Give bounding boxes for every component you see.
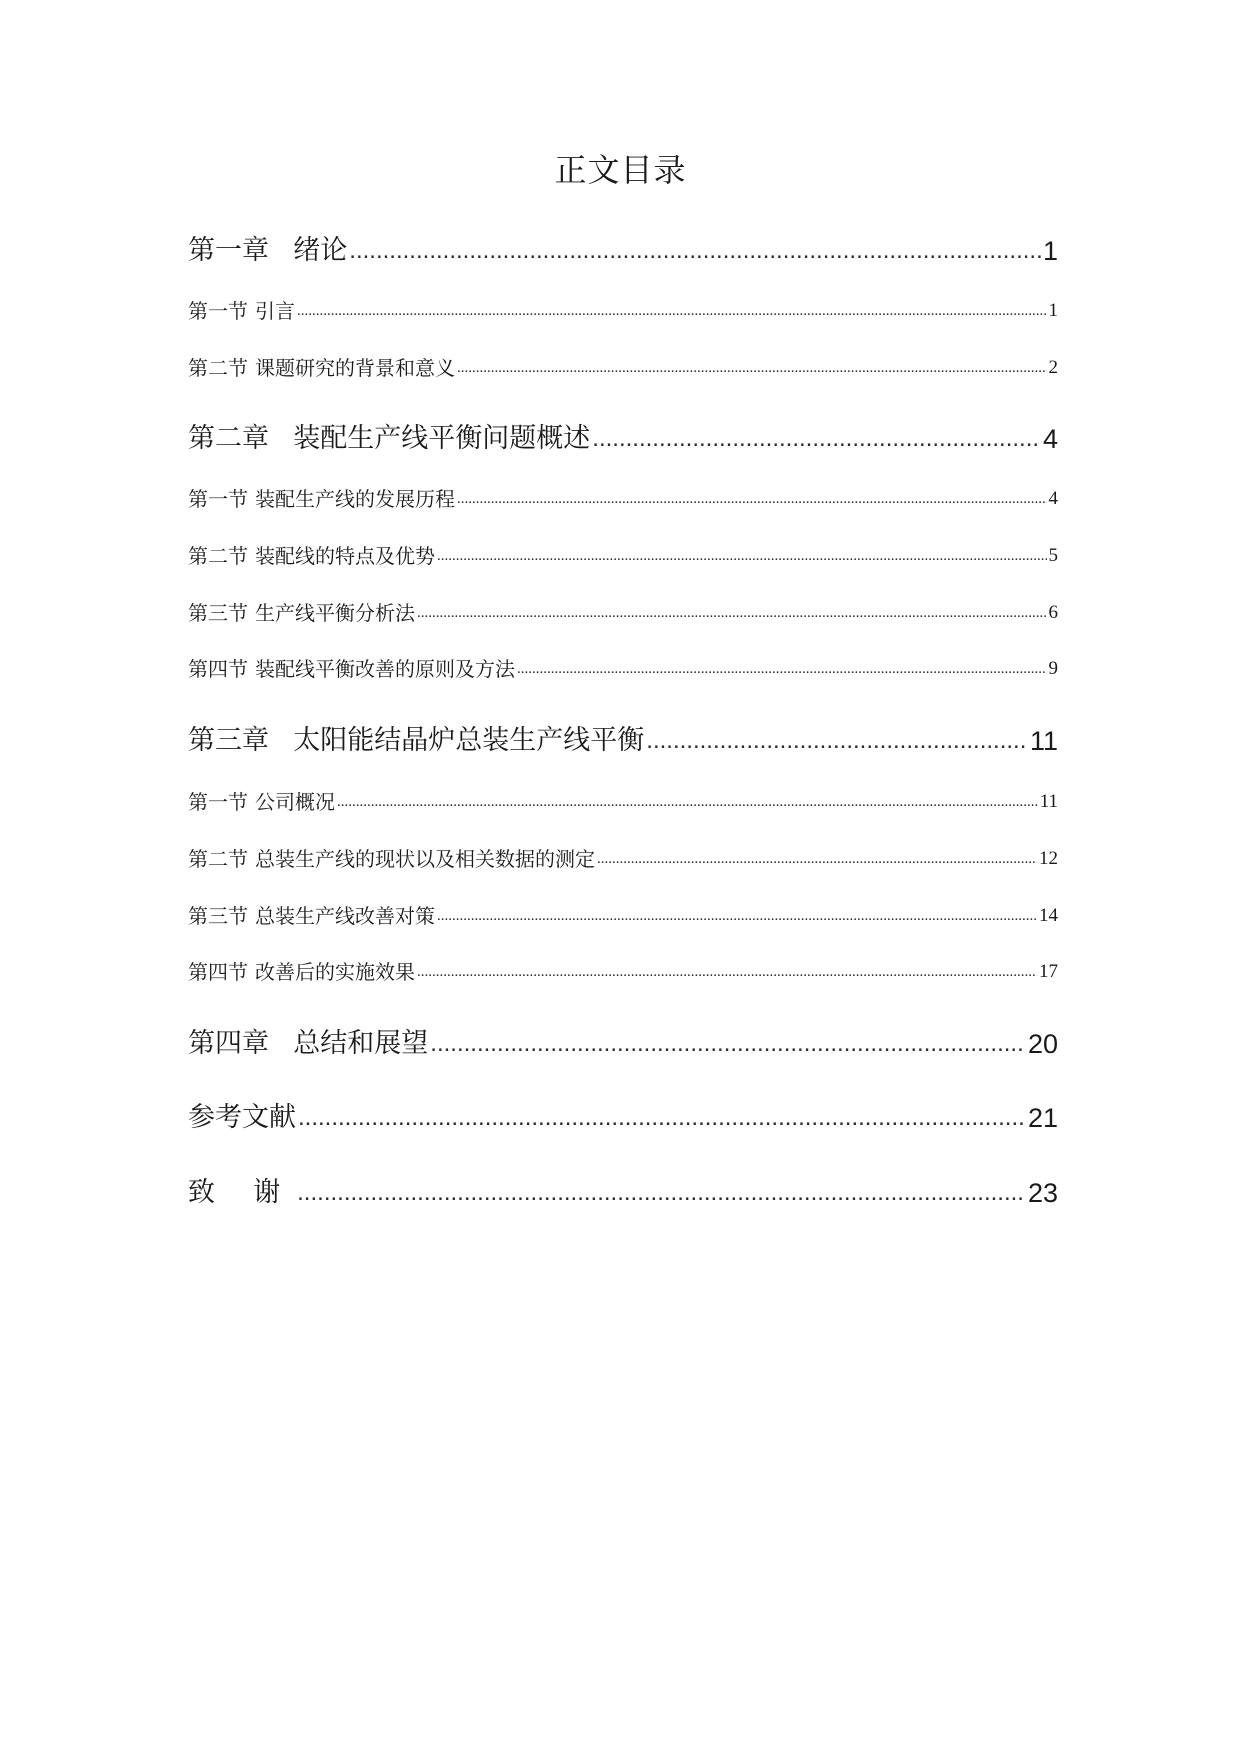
dot-leader — [457, 353, 1047, 383]
toc-section-3-2[interactable] — [188, 844, 1058, 874]
section-number: 第三节 — [188, 601, 248, 625]
page-number: 9 — [1048, 658, 1058, 679]
chapter-title: 装配生产线平衡问题概述 — [293, 423, 591, 454]
page-number: 21 — [1027, 1103, 1058, 1133]
dot-leader — [298, 1099, 1026, 1137]
dot-leader — [517, 654, 1047, 684]
chapter-title: 参考文献 — [188, 1102, 296, 1133]
chapter-number: 第四章 — [188, 1028, 269, 1059]
dot-leader — [437, 901, 1037, 931]
section-number: 第一节 — [188, 790, 248, 814]
toc-section-3-1[interactable] — [188, 787, 1058, 817]
page-number: 11 — [1039, 791, 1058, 812]
page-number: 4 — [1048, 488, 1058, 509]
section-title: 公司概况 — [255, 790, 335, 814]
toc-chapter-3[interactable] — [188, 722, 1058, 760]
chapter-number: 第一章 — [188, 235, 269, 266]
toc-entry-text — [188, 296, 295, 326]
page-number: 2 — [1048, 357, 1058, 378]
page-number: 1 — [1042, 236, 1058, 266]
page-number: 11 — [1029, 726, 1058, 756]
toc-section-3-3[interactable] — [188, 901, 1058, 931]
section-number: 第四节 — [188, 960, 248, 984]
toc-entry-text — [188, 353, 455, 383]
page-number: 14 — [1039, 905, 1058, 926]
section-title: 课题研究的背景和意义 — [255, 356, 455, 380]
chapter-number: 第二章 — [188, 423, 269, 454]
toc-entry-text — [188, 1025, 428, 1063]
toc-entry-text — [188, 1174, 295, 1212]
toc-entry-text — [188, 1099, 296, 1137]
toc-chapter-4[interactable] — [188, 1025, 1058, 1063]
dot-leader — [417, 598, 1047, 628]
toc-entry-text — [188, 541, 435, 571]
toc-section-2-2[interactable] — [188, 541, 1058, 571]
page-number: 17 — [1039, 961, 1058, 982]
toc-entry-text — [188, 844, 595, 874]
page-number: 1 — [1048, 300, 1058, 321]
toc-chapter-1[interactable] — [188, 232, 1058, 270]
dot-leader — [337, 787, 1038, 817]
chapter-title: 致 谢 — [188, 1177, 296, 1208]
toc-entry-text — [188, 957, 415, 987]
section-title: 装配生产线的发展历程 — [255, 487, 455, 511]
toc-entry-text — [188, 484, 455, 514]
section-number: 第四节 — [188, 657, 248, 681]
toc-entry-text — [188, 232, 347, 270]
page-number: 12 — [1039, 848, 1058, 869]
toc-section-1-2[interactable] — [188, 353, 1058, 383]
section-title: 装配线平衡改善的原则及方法 — [255, 657, 515, 681]
toc-references[interactable] — [188, 1099, 1058, 1137]
toc-section-2-1[interactable] — [188, 484, 1058, 514]
section-title: 总装生产线改善对策 — [255, 904, 435, 928]
dot-leader — [297, 296, 1047, 326]
toc-entry-text — [188, 598, 415, 628]
chapter-number: 第三章 — [188, 725, 269, 756]
toc-section-2-3[interactable] — [188, 598, 1058, 628]
section-number: 第三节 — [188, 904, 248, 928]
dot-leader — [646, 722, 1028, 760]
dot-leader — [592, 420, 1041, 458]
toc-title: 正文目录 — [554, 151, 687, 189]
section-title: 总装生产线的现状以及相关数据的测定 — [255, 847, 595, 871]
toc-chapter-2[interactable] — [188, 420, 1058, 458]
toc-section-2-4[interactable] — [188, 654, 1058, 684]
dot-leader — [437, 541, 1047, 571]
chapter-title: 总结和展望 — [293, 1028, 429, 1059]
toc-acknowledgements[interactable] — [188, 1174, 1058, 1212]
chapter-title: 绪论 — [293, 235, 348, 266]
section-title: 生产线平衡分析法 — [255, 601, 415, 625]
toc-entry-text — [188, 787, 335, 817]
dot-leader — [597, 844, 1037, 874]
toc-entry-text — [188, 654, 515, 684]
section-title: 引言 — [255, 299, 295, 323]
section-number: 第二节 — [188, 544, 248, 568]
dot-leader — [430, 1025, 1026, 1063]
section-number: 第一节 — [188, 487, 248, 511]
page-number: 5 — [1048, 545, 1058, 566]
toc-section-1-1[interactable] — [188, 296, 1058, 326]
page-number: 4 — [1042, 424, 1058, 454]
dot-leader — [349, 232, 1041, 270]
section-number: 第一节 — [188, 299, 248, 323]
section-number: 第二节 — [188, 847, 248, 871]
page-number: 20 — [1027, 1029, 1058, 1059]
chapter-title: 太阳能结晶炉总装生产线平衡 — [293, 725, 645, 756]
page-number: 23 — [1027, 1178, 1058, 1208]
toc-entry-text — [188, 722, 644, 760]
dot-leader — [417, 957, 1037, 987]
toc-entry-text — [188, 901, 435, 931]
dot-leader — [297, 1174, 1026, 1212]
toc-entry-text — [188, 420, 590, 458]
section-title: 改善后的实施效果 — [255, 960, 415, 984]
toc-section-3-4[interactable] — [188, 957, 1058, 987]
section-title: 装配线的特点及优势 — [255, 544, 435, 568]
dot-leader — [457, 484, 1047, 514]
page-number: 6 — [1048, 602, 1058, 623]
section-number: 第二节 — [188, 356, 248, 380]
